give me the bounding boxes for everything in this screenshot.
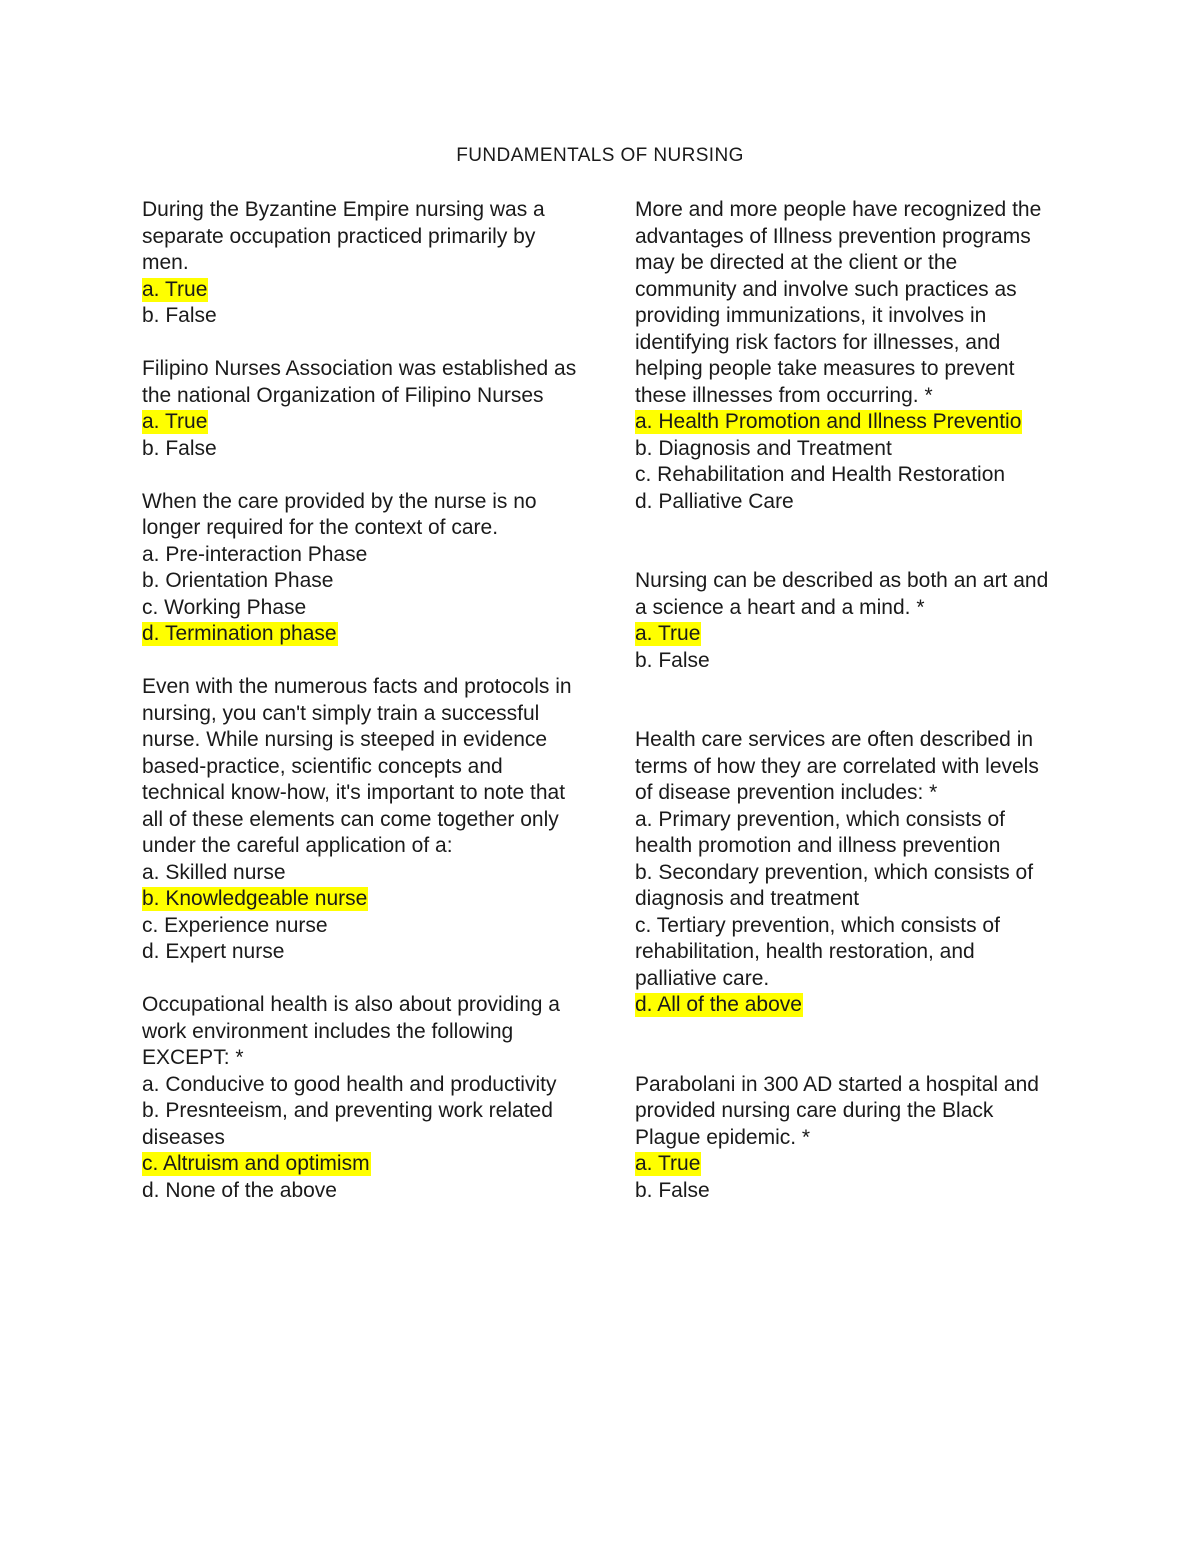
- answer-option: b. Secondary prevention, which consists of diagnosis and treatment: [635, 860, 1034, 910]
- answer-option: b. Diagnosis and Treatment: [635, 436, 892, 460]
- answer-option: b. False: [635, 1178, 710, 1202]
- question-stem: Health care services are often described in terms of how they are correlated with levels of disease prevention includes: *: [635, 728, 1039, 804]
- question-stem: Nursing can be described as both an art and a science a heart and a mind. *: [635, 569, 1049, 619]
- question-stem: Filipino Nurses Association was established as the national Organization of Filipino Nurses: [142, 357, 577, 407]
- answer-option: b. False: [635, 648, 710, 672]
- right-column: [635, 197, 1060, 1204]
- answer-option: b. Orientation Phase: [142, 569, 334, 592]
- answer-option: a. Pre-interaction Phase: [142, 542, 368, 566]
- answer-option-correct: c. Altruism and optimism: [142, 1152, 370, 1175]
- answer-option: a. Conducive to good health and productivity: [142, 1072, 557, 1096]
- question-stem: More and more people have recognized the advantages of Illness prevention programs may be directed at the client or the community and involve such practices as providing immunizations, it involves in identifying risk factors for illnesses, and helping people take measures to prevent these illnesses from occurring. *: [635, 198, 1042, 407]
- answer-option: c. Experience nurse: [142, 913, 328, 937]
- question-stem: When the care provided by the nurse is no longer required for the context of care.: [142, 489, 537, 539]
- answer-option: b. False: [142, 304, 217, 327]
- question-block: [142, 356, 582, 462]
- answer-option: d. None of the above: [142, 1178, 337, 1202]
- answer-option: d. Palliative Care: [635, 489, 794, 513]
- question-stem: During the Byzantine Empire nursing was a separate occupation practiced primarily by men.: [142, 198, 545, 274]
- question-block: [142, 489, 582, 648]
- answer-option-correct: b. Knowledgeable nurse: [142, 887, 368, 910]
- question-block: [142, 197, 582, 330]
- answer-option-correct: a. True: [142, 410, 208, 433]
- question-block: [635, 727, 1060, 1019]
- question-block: [635, 568, 1060, 674]
- answer-option-correct: a. True: [142, 277, 208, 301]
- page-title: FUNDAMENTALS OF NURSING: [456, 145, 744, 166]
- answer-option-correct: a. Health Promotion and Illness Preventio: [635, 410, 1022, 433]
- answer-option-correct: d. All of the above: [635, 993, 802, 1016]
- answer-option: b. False: [142, 436, 217, 460]
- answer-option-correct: d. Termination phase: [142, 622, 337, 645]
- question-block: [635, 197, 1060, 515]
- answer-option-correct: a. True: [635, 622, 701, 645]
- answer-option: c. Rehabilitation and Health Restoration: [635, 463, 1006, 486]
- answer-option: a. Primary prevention, which consists of health promotion and illness prevention: [635, 807, 1005, 857]
- answer-option: c. Tertiary prevention, which consists of rehabilitation, health restoration, and palliative care.: [635, 913, 1000, 990]
- left-column: [142, 197, 582, 1204]
- answer-option: d. Expert nurse: [142, 940, 285, 963]
- answer-option: b. Presnteeism, and preventing work related diseases: [142, 1099, 553, 1149]
- question-stem: Even with the numerous facts and protocols in nursing, you can't simply train a successful nurse. While nursing is steeped in evidence based-practice, scientific concepts and technical know-how, it's important to note that all of these elements can come together only under the careful application of a:: [142, 675, 572, 857]
- question-stem: Parabolani in 300 AD started a hospital and provided nursing care during the Black Plague epidemic. *: [635, 1072, 1039, 1149]
- answer-option-correct: a. True: [635, 1152, 701, 1175]
- answer-option: c. Working Phase: [142, 595, 307, 619]
- answer-option: a. Skilled nurse: [142, 860, 286, 884]
- question-block: [635, 1072, 1060, 1205]
- question-block: [142, 674, 582, 966]
- question-stem: Occupational health is also about providing a work environment includes the following EXCEPT: *: [142, 993, 560, 1069]
- question-block: [142, 992, 582, 1204]
